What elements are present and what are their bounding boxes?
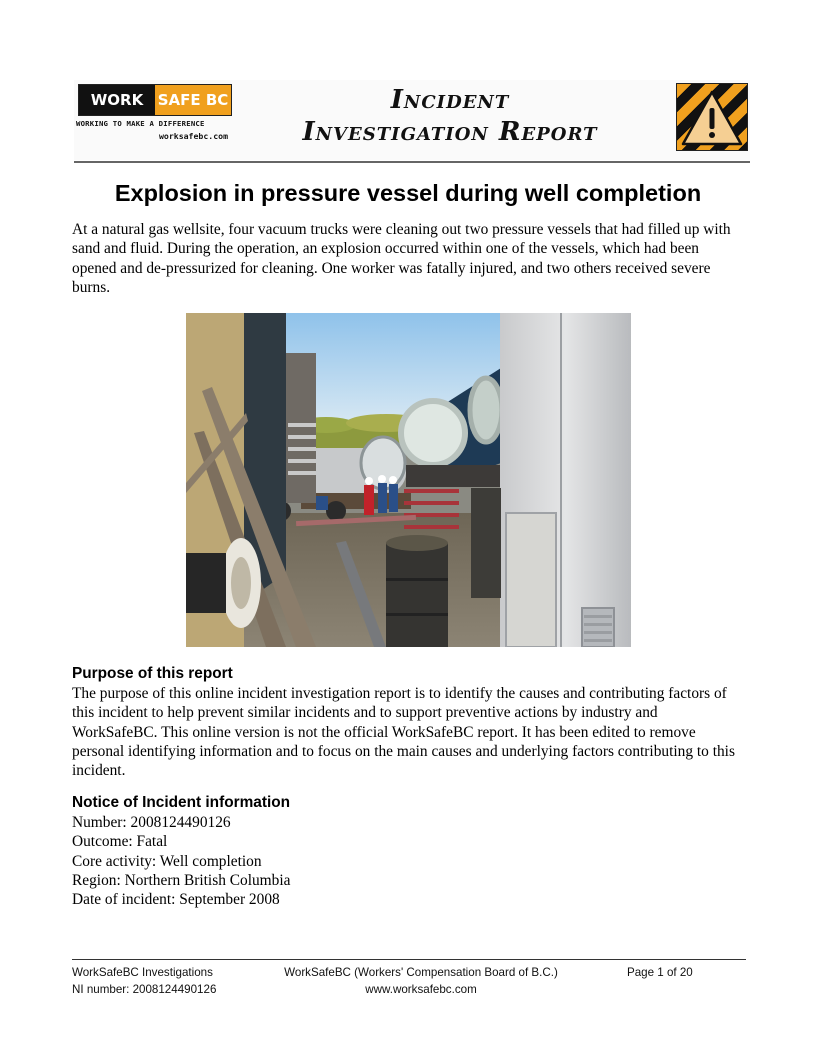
logo-tagline: WORKING TO MAKE A DIFFERENCE	[76, 119, 205, 128]
notice-date: Date of incident: September 2008	[72, 891, 280, 909]
page-number: Page 1 of 20	[627, 966, 693, 979]
logo-safebc-text: SAFE BC	[155, 85, 231, 115]
notice-outcome: Outcome: Fatal	[72, 833, 168, 851]
warning-triangle-icon	[676, 83, 748, 151]
notice-region: Region: Northern British Columbia	[72, 871, 291, 889]
purpose-heading: Purpose of this report	[72, 665, 233, 682]
notice-heading: Notice of Incident information	[72, 794, 291, 811]
notice-info-list	[72, 813, 744, 909]
report-title-line1: Incident	[390, 85, 510, 115]
footer-website-link[interactable]: www.worksafebc.com	[365, 983, 477, 996]
logo-work-text: WORK	[79, 85, 155, 115]
notice-core-activity: Core activity: Well completion	[72, 852, 262, 870]
footer-organization: WorkSafeBC (Workers' Compensation Board of B.C.)	[284, 966, 558, 979]
footer-investigations: WorkSafeBC Investigations	[72, 966, 213, 979]
header-divider	[74, 161, 750, 163]
report-title-line2: Investigation Report	[302, 117, 598, 147]
footer-ni-number: NI number: 2008124490126	[72, 983, 217, 996]
footer-divider	[72, 959, 746, 960]
report-title	[260, 84, 640, 148]
incident-site-photo	[186, 313, 631, 647]
worksafebc-logo	[78, 84, 232, 116]
purpose-paragraph: The purpose of this online incident investigation report is to identify the causes and contributing factors of this incident to help prevent similar incidents and to support preventive actions by industry and WorkSafeBC. This online version is not the official WorkSafeBC report. It has been edited to remove personal identifying information and to focus on the main causes and underlying factors contributing to this incident.	[72, 685, 735, 780]
document-title: Explosion in pressure vessel during well completion	[114, 180, 702, 206]
notice-number: Number: 2008124490126	[72, 814, 231, 831]
footer-left	[72, 964, 216, 998]
intro-paragraph: At a natural gas wellsite, four vacuum trucks were cleaning out two pressure vessels that had filled up with sand and fluid. During the operation, an explosion occurred within one of the vessels, which had been opened and de-pressurized for cleaning. One worker was fatally injured, and two others received severe burns.	[72, 221, 731, 296]
header-banner	[74, 80, 750, 160]
footer-center	[276, 964, 566, 998]
logo-url: worksafebc.com	[158, 131, 228, 141]
